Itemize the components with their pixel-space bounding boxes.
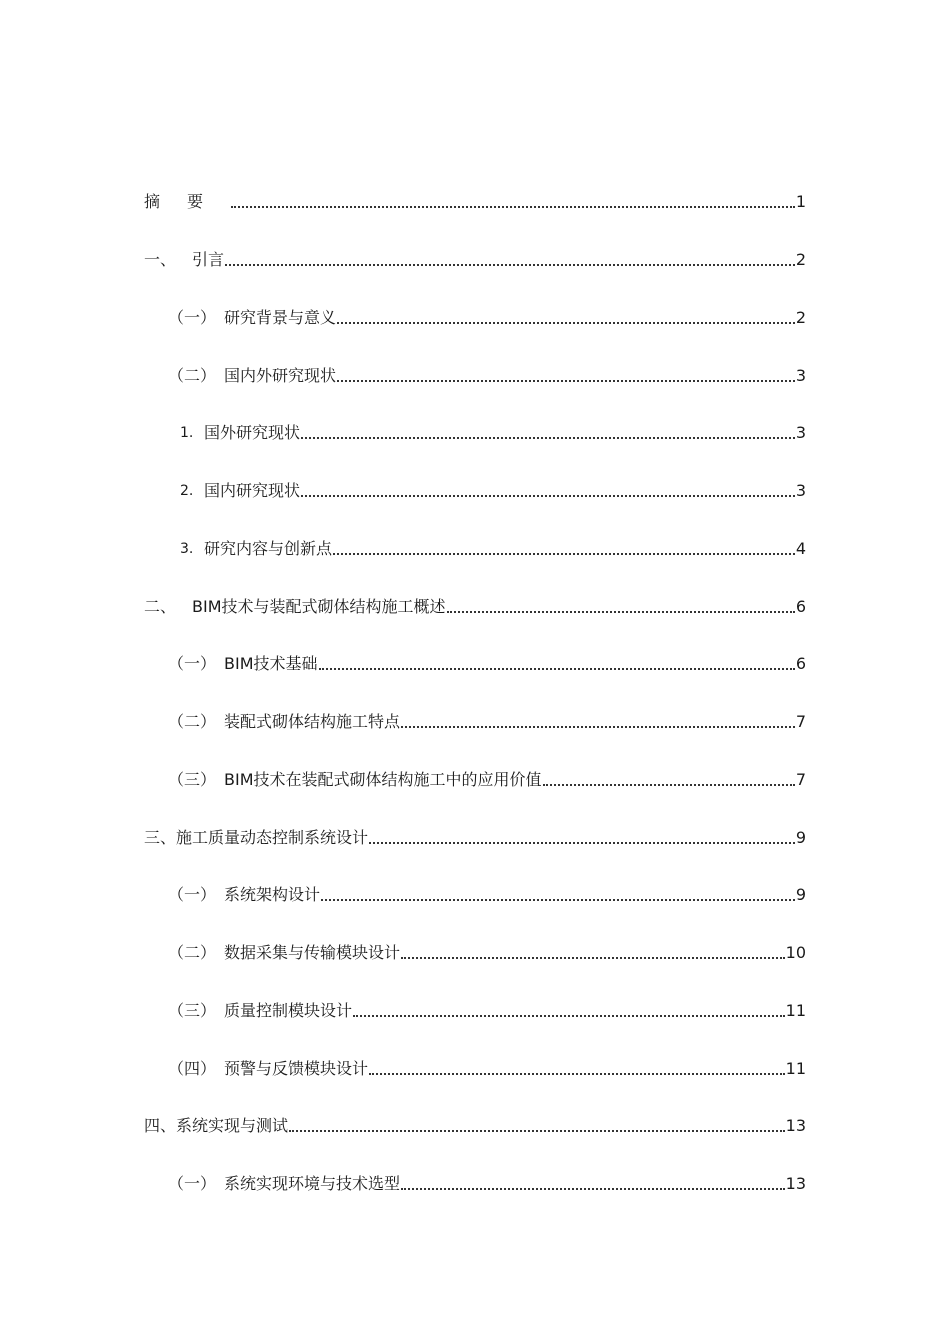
toc-page-number: 11 [785, 1059, 806, 1078]
dot-leader [301, 495, 795, 497]
toc-entry-title: 四、系统实现与测试 [144, 1116, 289, 1135]
toc-entry-section-1-2[interactable] [168, 360, 806, 386]
toc-entry-section-2-2[interactable] [168, 706, 806, 732]
toc-entry-section-1-1[interactable] [168, 302, 806, 328]
toc-page-number: 11 [785, 1001, 806, 1020]
toc-page-number: 3 [795, 366, 806, 385]
toc-entry-number: （二） [168, 712, 217, 731]
toc-page-number: 9 [795, 885, 806, 904]
toc-entry-chapter-4[interactable] [144, 1110, 806, 1136]
toc-entry-title: 三、施工质量动态控制系统设计 [144, 828, 369, 847]
dot-leader [319, 668, 795, 670]
toc-page-number: 6 [795, 654, 806, 673]
toc-entry-number: （三） [168, 1001, 217, 1020]
dot-leader [401, 1188, 785, 1190]
toc-entry-item-1[interactable] [180, 417, 806, 443]
dot-leader [301, 437, 795, 439]
dot-leader [289, 1130, 785, 1132]
toc-entry-title: 国内外研究现状 [224, 366, 337, 385]
dot-leader [369, 1073, 785, 1075]
dot-leader [401, 726, 795, 728]
toc-entry-number: （二） [168, 366, 217, 385]
toc-page-number: 3 [795, 481, 806, 500]
toc-entry-chapter-3[interactable] [144, 822, 806, 848]
toc-entry-number: （四） [168, 1059, 217, 1078]
dot-leader [353, 1015, 785, 1017]
toc-page-number: 13 [785, 1174, 806, 1193]
dot-leader [321, 899, 795, 901]
toc-entry-number: （一） [168, 654, 217, 673]
toc-page-number: 4 [795, 539, 806, 558]
toc-entry-title: 质量控制模块设计 [224, 1001, 353, 1020]
toc-entry-title: 预警与反馈模块设计 [224, 1059, 369, 1078]
toc-page-number: 7 [795, 712, 806, 731]
toc-entry-title: 国外研究现状 [204, 423, 301, 442]
toc-entry-number: 3. [180, 541, 194, 557]
toc-page-number: 10 [785, 943, 806, 962]
toc-entry-title: 系统架构设计 [224, 885, 321, 904]
toc-entry-abstract[interactable] [144, 186, 806, 212]
toc-entry-number: （一） [168, 308, 217, 327]
toc-entry-section-3-1[interactable] [168, 879, 806, 905]
dot-leader [447, 611, 795, 613]
dot-leader [369, 842, 795, 844]
toc-entry-number: （三） [168, 770, 217, 789]
toc-entry-title: 系统实现环境与技术选型 [224, 1174, 401, 1193]
dot-leader [231, 206, 795, 208]
toc-entry-number: 二、 [144, 597, 177, 616]
toc-page-number: 9 [795, 828, 806, 847]
toc-entry-chapter-1[interactable] [144, 244, 806, 270]
toc-page-number: 2 [795, 308, 806, 327]
toc-entry-title: BIM技术与装配式砌体结构施工概述 [192, 597, 446, 616]
toc-entry-section-4-1[interactable] [168, 1168, 806, 1194]
dot-leader [543, 784, 795, 786]
dot-leader [333, 553, 795, 555]
toc-page-number: 2 [795, 250, 806, 269]
toc-entry-title: 装配式砌体结构施工特点 [224, 712, 401, 731]
dot-leader [225, 264, 795, 266]
toc-entry-title: 数据采集与传输模块设计 [224, 943, 401, 962]
toc-entry-number: （一） [168, 885, 217, 904]
toc-entry-title: 摘要 [144, 192, 231, 211]
toc-entry-section-3-2[interactable] [168, 937, 806, 963]
toc-entry-number: 1. [180, 425, 194, 441]
toc-entry-item-2[interactable] [180, 475, 806, 501]
toc-entry-title: 研究背景与意义 [224, 308, 337, 327]
toc-entry-section-3-4[interactable] [168, 1053, 806, 1079]
toc-entry-title: BIM技术在装配式砌体结构施工中的应用价值 [224, 770, 542, 789]
toc-page-number: 3 [795, 423, 806, 442]
toc-entry-number: 2. [180, 483, 194, 499]
toc-entry-title: 研究内容与创新点 [204, 539, 333, 558]
toc-entry-chapter-2[interactable] [144, 591, 806, 617]
toc-entry-section-3-3[interactable] [168, 995, 806, 1021]
toc-entry-number: （一） [168, 1174, 217, 1193]
toc-entry-title: 引言 [192, 250, 225, 269]
toc-page-number: 13 [785, 1116, 806, 1135]
dot-leader [337, 380, 795, 382]
toc-page-number: 7 [795, 770, 806, 789]
toc-page-number: 1 [795, 192, 806, 211]
toc-entry-section-2-1[interactable] [168, 648, 806, 674]
toc-entry-section-2-3[interactable] [168, 764, 806, 790]
toc-entry-number: （二） [168, 943, 217, 962]
dot-leader [337, 322, 795, 324]
dot-leader [401, 957, 785, 959]
toc-page-number: 6 [795, 597, 806, 616]
toc-entry-title: BIM技术基础 [224, 654, 318, 673]
toc-entry-item-3[interactable] [180, 533, 806, 559]
toc-entry-number: 一、 [144, 250, 177, 269]
toc-entry-title: 国内研究现状 [204, 481, 301, 500]
